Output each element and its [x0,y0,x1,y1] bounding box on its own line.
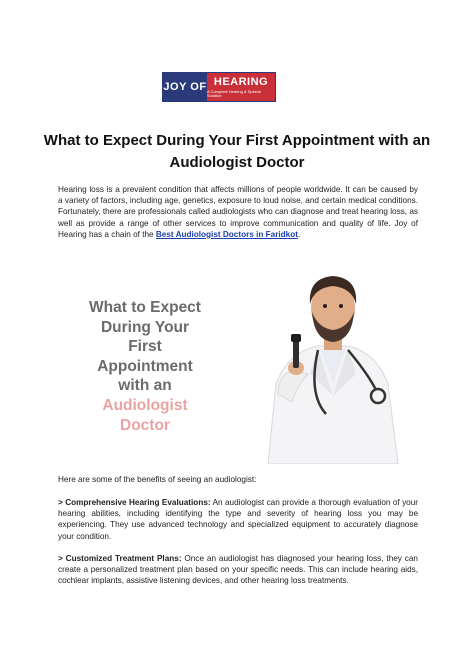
benefit-customized-treatment [58,553,418,587]
page-title: What to Expect During Your First Appointment with an Audiologist Doctor [43,132,431,171]
logo-right-block [207,73,275,101]
hero-accent-1: Audiologist [102,396,188,414]
benefit-comprehensive-evaluations [58,497,418,542]
joy-of-hearing-logo [162,72,276,102]
hero-line-3: First [128,338,162,356]
hero-line-1: What to Expect [89,299,201,316]
logo-right-text: HEARING [213,75,269,88]
doctor-illustration [248,264,418,464]
benefits-intro: Here are some of the benefits of seeing an audiologist: [58,475,257,484]
benefit2-text: Once an audiologist has diagnosed your hearing loss, they can create a personalized treatment plan based on your specific needs. This can include hearing aids, cochlear implants, assistive listening devices, and other hearing loss treatments. [58,554,418,586]
intro-end: . [297,229,301,239]
hero-line-5: with an [118,377,172,395]
hero-banner [58,262,420,466]
intro-text: Hearing loss is a prevalent condition that affects millions of people worldwide. It can be caused by a variety of factors, including age, genetics, exposure to loud noise, and certain medical conditions. Fortunately, there are professionals called audiologists who can diagnose and treat hearing loss, as well as provide a range of other services to improve communication and quality of life. Joy of Hearing has a chain of the [58,185,418,239]
hero-line-4: Appointment [97,357,193,375]
hero-line-2: During Your [100,318,190,336]
hero-accent-2: Doctor [120,416,170,434]
best-audiologist-link[interactable]: Best Audiologist Doctors in Faridkot [155,229,298,239]
logo-left-text: JOY OF [163,73,207,101]
hero-heading [72,298,218,435]
benefit1-heading: > Comprehensive Hearing Evaluations: [58,498,211,507]
benefit2-heading: > Customized Treatment Plans: [58,554,182,563]
benefit1-text: An audiologist can provide a thorough evaluation of your hearing abilities, including identifying the type and severity of hearing loss you may be experiencing. They use advanced technology and specialized equipment to accurately diagnose your condition. [58,498,418,541]
intro-paragraph [58,184,418,240]
logo-tagline: A Complete Hearing & Speech Solution [207,88,262,98]
